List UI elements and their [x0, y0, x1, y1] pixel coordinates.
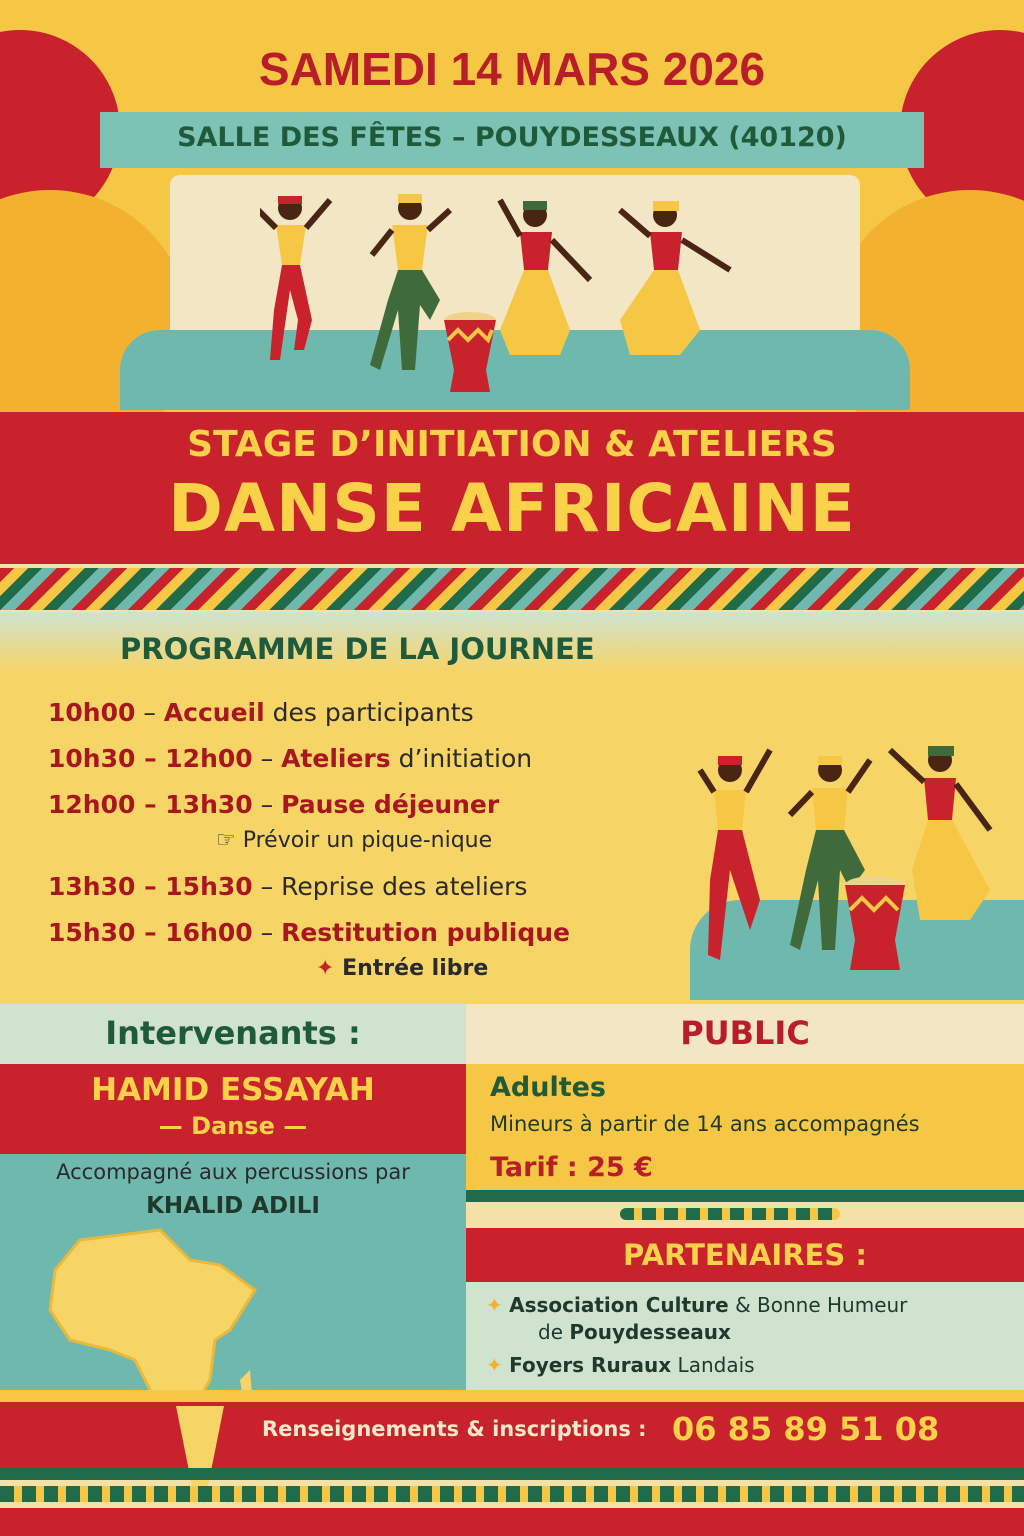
item-time: 10h00	[48, 698, 136, 727]
djembe-drum-right	[845, 876, 905, 970]
partner-1-line2-pre: de	[538, 1320, 570, 1344]
programme-item-2: 10h30 – 12h00 – Ateliers d’initiation	[48, 744, 533, 773]
public-tarif: Tarif : 25 €	[490, 1152, 653, 1183]
item-rest: Reprise des ateliers	[281, 872, 528, 901]
public-audience: Adultes	[490, 1072, 606, 1103]
star-icon: ✦	[486, 1353, 510, 1377]
footer-label: Renseignements & inscriptions :	[262, 1417, 647, 1441]
venue: SALLE DES FÊTES – POUYDESSEAUX (40120)	[177, 122, 847, 153]
entry-text: Entrée libre	[342, 956, 489, 981]
programme-heading: PROGRAMME DE LA JOURNEE	[120, 632, 595, 666]
partner-2-rest: Landais	[671, 1353, 755, 1377]
item-bold: Restitution publique	[281, 918, 571, 947]
item-time: 10h30 – 12h00	[48, 744, 253, 773]
partner-2	[486, 1353, 1016, 1377]
intervenants-heading: Intervenants :	[105, 1014, 361, 1052]
dancers-illustration-right	[690, 720, 1010, 980]
dancer-4	[620, 201, 730, 355]
pattern-band	[0, 568, 1024, 610]
programme-item-5: 15h30 – 16h00 – Restitution publique	[48, 918, 571, 947]
item-time: 15h30 – 16h00	[48, 918, 253, 947]
divider-dots	[620, 1208, 840, 1220]
footer-dots	[0, 1486, 1024, 1502]
public-minors: Mineurs à partir de 14 ans accompagnés	[490, 1112, 920, 1136]
item-bold: Accueil	[163, 698, 265, 727]
partenaires-heading: PARTENAIRES :	[623, 1238, 867, 1272]
dancer-right-3	[890, 746, 990, 920]
title-line2: DANSE AFRICAINE	[168, 470, 856, 547]
picnic-text: Prévoir un pique-nique	[242, 828, 493, 853]
item-time: 12h00 – 13h30	[48, 790, 253, 819]
partner-1-rest: & Bonne Humeur	[728, 1293, 908, 1317]
pointing-hand-icon: ☞	[216, 828, 243, 853]
item-bold: Pause déjeuner	[281, 790, 500, 819]
dancer-2	[370, 194, 450, 370]
programme-item-3: 12h00 – 13h30 – Pause déjeuner	[48, 790, 500, 819]
programme-item-4: 13h30 – 15h30 – Reprise des ateliers	[48, 872, 528, 901]
programme-item-1: 10h00 – Accueil des participants	[48, 698, 474, 727]
divider-green	[466, 1190, 1024, 1202]
partner-1	[486, 1292, 1016, 1346]
dancer-right-1	[700, 750, 770, 960]
star-icon: ✦	[486, 1293, 510, 1317]
event-date: SAMEDI 14 MARS 2026	[258, 43, 766, 95]
entry-note	[316, 956, 488, 981]
footer-bottom	[0, 1508, 1024, 1536]
accompaniment-name: KHALID ADILI	[146, 1193, 320, 1219]
item-time: 13h30 – 15h30	[48, 872, 253, 901]
footer-phone: 06 85 89 51 08	[672, 1410, 940, 1448]
item-rest: des participants	[264, 698, 474, 727]
partner-2-bold: Foyers Ruraux	[509, 1353, 672, 1377]
footer-green-line	[0, 1468, 1024, 1480]
dancer-1	[260, 196, 330, 360]
djembe-drum	[444, 312, 496, 392]
partner-1-line2-bold: Pouydesseaux	[569, 1320, 731, 1344]
dancers-illustration	[260, 170, 760, 400]
title-line1: STAGE D’INITIATION & ATELIERS	[187, 424, 837, 465]
item-bold: Ateliers	[281, 744, 391, 773]
public-heading: PUBLIC	[680, 1014, 810, 1052]
item-rest: d’initiation	[390, 744, 533, 773]
dancer-3	[500, 200, 590, 355]
intervenant-role: — Danse —	[158, 1112, 308, 1140]
picnic-note	[216, 828, 492, 853]
partner-1-bold: Association Culture	[509, 1293, 729, 1317]
intervenant-name: HAMID ESSAYAH	[91, 1072, 375, 1108]
accompaniment-label: Accompagné aux percussions par	[56, 1160, 410, 1184]
party-icon: ✦	[316, 956, 343, 981]
footer-top-line	[0, 1390, 1024, 1402]
